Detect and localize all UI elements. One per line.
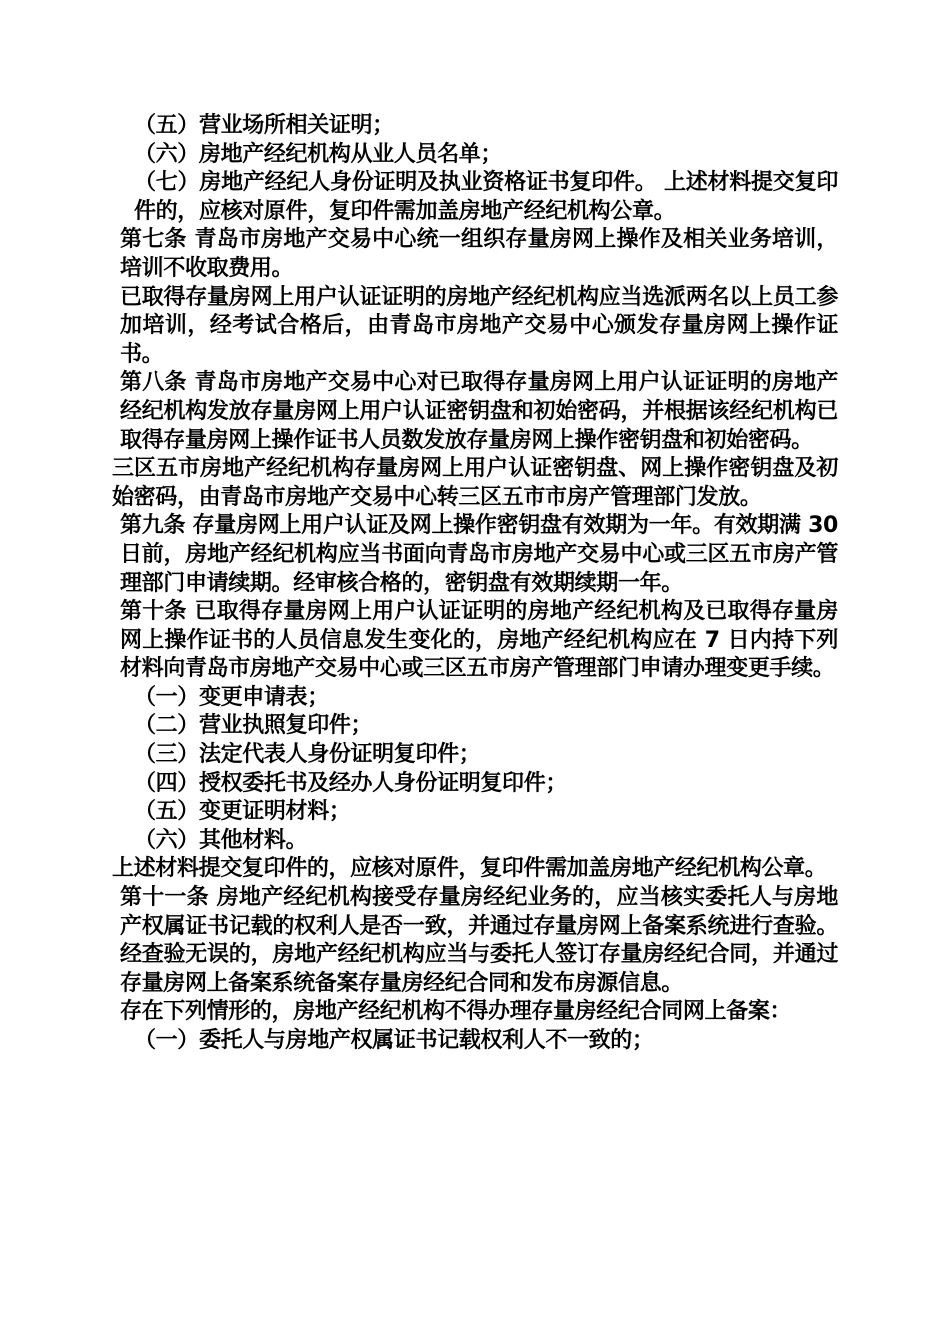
change-item-3: （三）法定代表人身份证明复印件； [134,742,481,768]
change-item-6: （六）其他材料。 [134,827,308,853]
item-5-business-premises: （五）营业场所相关证明； [134,113,394,138]
article-9: 第九条 存量房网上用户认证及网上操作密钥盘有效期为一年。有效期满 30 日前，房地产经纪机构应当书面向青岛市房地产交易中心或三区五市房产管理部门申请续期。经审核合格的，密钥盘有效期续期一年。 [120,513,838,596]
article-8-districts: 三区五市房地产经纪机构存量房网上用户认证密钥盘、网上操作密钥盘及初始密码，由青岛市房地产交易中心转三区五市市房产管理部门发放。 [112,456,838,510]
item-6-staff-list: （六）房地产经纪机构从业人员名单； [134,141,503,167]
article-8: 第八条 青岛市房地产交易中心对已取得存量房网上用户认证证明的房地产经纪机构发放存量房网上用户认证密钥盘和初始密码，并根据该经纪机构已取得存量房网上操作证书人员数发放存量房网上操作密钥盘和初始密码。 [120,370,838,453]
article-11: 第十一条 房地产经纪机构接受存量房经纪业务的，应当核实委托人与房地产权属证书记载的权利人是否一致，并通过存量房网上备案系统进行查验。经查验无误的，房地产经纪机构应当与委托人签订存量房经纪合同，并通过存量房网上备案系统备案存量房经纪合同和发布房源信息。 [120,885,838,996]
item-7-broker-id: （七）房地产经纪人身份证明及执业资格证书复印件。 上述材料提交复印件的，应核对原件，复印件需加盖房地产经纪机构公章。 [134,170,838,224]
change-item-1: （一）变更申请表； [134,684,329,710]
document-page [112,112,838,1056]
article-7: 第七条 青岛市房地产交易中心统一组织存量房网上操作及相关业务培训，培训不收取费用。 [120,227,838,281]
change-item-2: （二）营业执照复印件； [134,713,373,739]
change-item-5: （五）变更证明材料； [134,799,351,825]
article-11-restrictions: 存在下列情形的，房地产经纪机构不得办理存量房经纪合同网上备案： [120,999,792,1025]
change-item-4: （四）授权委托书及经办人身份证明复印件； [134,770,568,796]
article-10: 第十条 已取得存量房网上用户认证证明的房地产经纪机构及已取得存量房网上操作证书的人员信息发生变化的，房地产经纪机构应在 7 日内持下列材料向青岛市房地产交易中心或三区五市房产管理部门申请办理变更手续。 [120,599,838,682]
article-7-training: 已取得存量房网上用户认证证明的房地产经纪机构应当选派两名以上员工参加培训，经考试合格后，由青岛市房地产交易中心颁发存量房网上操作证书。 [120,284,838,367]
change-materials-note: 上述材料提交复印件的，应核对原件，复印件需加盖房地产经纪机构公章。 [112,856,827,882]
restriction-item-1: （一）委托人与房地产权属证书记载权利人不一致的； [134,1028,654,1053]
